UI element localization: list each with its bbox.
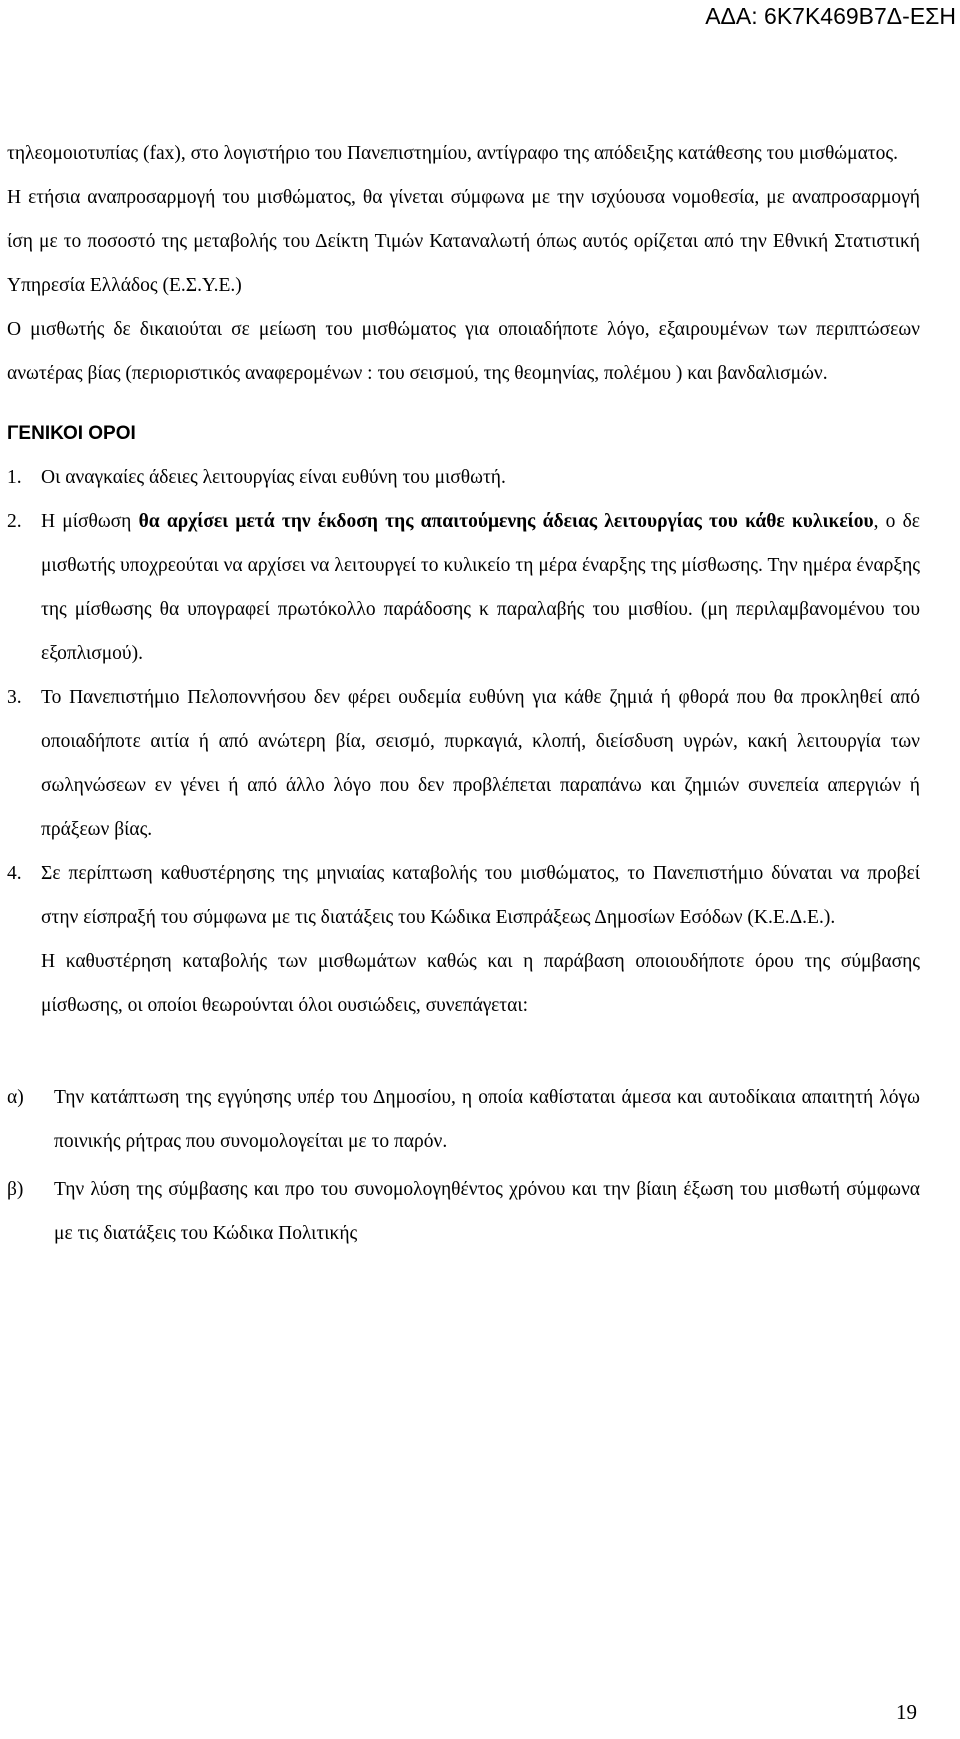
item-number: 1. — [7, 467, 22, 488]
paragraph-no-rent-reduction: Ο μισθωτής δε δικαιούται σε μείωση του μισθώματος για οποιαδήποτε λόγο, εξαιρουμένων των περιπτώσεων ανωτέρας βίας (περιοριστικός αναφερομένων : του σεισμού, της θεομηνίας, πολέμου ) και βανδαλισμών. — [7, 319, 920, 384]
paragraph-fax-receipt: τηλεομοιοτυπίας (fax), στο λογιστήριο του Πανεπιστημίου, αντίγραφο της απόδειξης κατάθεσης του μισθώματος. — [7, 143, 898, 164]
page-number: 19 — [896, 1700, 917, 1724]
item-text-end: , ο δε μισθωτής υποχρεούται να αρχίσει να λειτουργεί το κυλικείο τη μέρα έναρξης της μίσθωσης. Την ημέρα έναρξης της μίσθωσης θα υπογραφεί πρωτόκολλο παράδοσης κ παραλαβής του μισθίου. (μη περιλαμβανομένου του εξοπλισμού). — [41, 511, 920, 664]
general-term-item-2 — [7, 500, 920, 676]
blank-line — [7, 1028, 920, 1072]
section-title-general-terms: ΓΕΝΙΚΟΙ ΟΡΟΙ — [7, 423, 136, 444]
consequence-item-b — [7, 1168, 920, 1256]
general-term-item-1 — [7, 456, 920, 500]
item-number: 2. — [7, 511, 22, 532]
item-text-continued: Η καθυστέρηση καταβολής των μισθωμάτων καθώς και η παράβαση οποιουδήποτε όρου της σύμβασης μίσθωσης, οι οποίοι θεωρούνται όλοι ουσιώδεις, συνεπάγεται: — [41, 951, 920, 1016]
item-number: 3. — [7, 687, 22, 708]
general-term-item-4 — [7, 852, 920, 1028]
document-body — [7, 132, 920, 1256]
item-letter: α) — [7, 1087, 24, 1108]
item-text: Οι αναγκαίες άδειες λειτουργίας είναι ευθύνη του μισθωτή. — [41, 467, 506, 488]
item-text-start: Η μίσθωση — [41, 511, 139, 532]
item-number: 4. — [7, 863, 22, 884]
ada-identifier: ΑΔΑ: 6Κ7Κ469Β7Δ-ΕΣΗ — [705, 3, 956, 29]
item-text — [41, 500, 920, 676]
item-letter: β) — [7, 1179, 24, 1200]
item-text: Σε περίπτωση καθυστέρησης της μηνιαίας καταβολής του μισθώματος, το Πανεπιστήμιο δύναται να προβεί στην είσπραξή του σύμφωνα με τις διατάξεις του Κώδικα Εισπράξεως Δημοσίων Εσόδων (Κ.Ε.Δ.Ε.). — [41, 863, 920, 928]
item-text: Το Πανεπιστήμιο Πελοποννήσου δεν φέρει ουδεμία ευθύνη για κάθε ζημιά ή φθορά που θα προκληθεί από οποιαδήποτε αιτία ή από ανώτερη βία, σεισμό, πυρκαγιά, κλοπή, διείσδυση υγρών, κακή λειτουργία των σωληνώσεων εν γένει ή από άλλο λόγο που δεν προβλέπεται παραπάνω και ζημιών συνεπεία απεργιών ή πράξεων βίας. — [41, 687, 920, 840]
general-term-item-3 — [7, 676, 920, 852]
item-text: Την λύση της σύμβασης και προ του συνομολογηθέντος χρόνου και την βίαιη έξωση του μισθωτή σύμφωνα με τις διατάξεις του Κώδικα Πολιτικής — [54, 1179, 920, 1244]
paragraph-annual-adjustment: Η ετήσια αναπροσαρμογή του μισθώματος, θα γίνεται σύμφωνα με την ισχύουσα νομοθεσία, με αναπροσαρμογή ίση με το ποσοστό της μεταβολής του Δείκτη Τιμών Καταναλωτή όπως αυτός ορίζεται από την Εθνική Στατιστική Υπηρεσία Ελλάδος (Ε.Σ.Υ.Ε.) — [7, 187, 920, 296]
item-text-bold: θα αρχίσει μετά την έκδοση της απαιτούμενης άδειας λειτουργίας του κάθε κυλικείου — [138, 511, 874, 532]
consequence-item-a — [7, 1076, 920, 1164]
item-text-block — [41, 852, 920, 1028]
item-text: Την κατάπτωση της εγγύησης υπέρ του Δημοσίου, η οποία καθίσταται άμεσα και αυτοδίκαια απαιτητή λόγω ποινικής ρήτρας που συνομολογείται με το παρόν. — [54, 1087, 920, 1152]
